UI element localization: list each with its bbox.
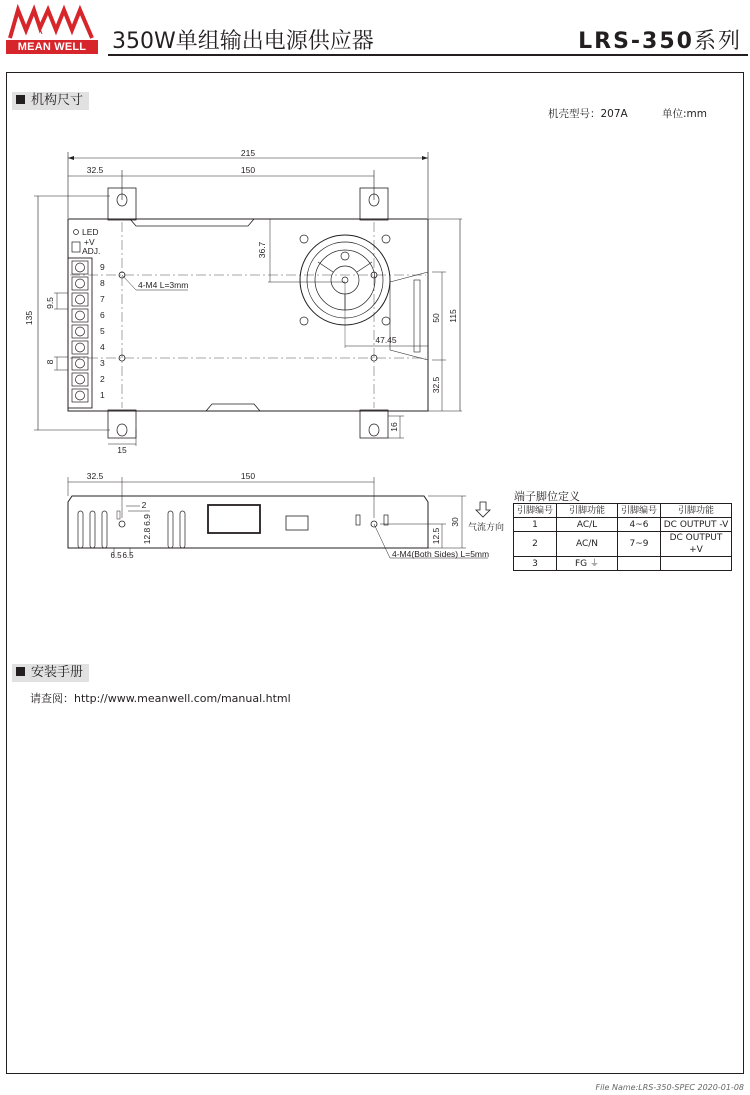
side-dim-2: 2 [141,500,147,510]
table-cell: 4~6 [618,518,661,532]
table-row [514,532,732,557]
terminal-numbers [100,262,105,400]
led-label: LED [82,227,99,237]
dim-terminal-pitch: 9.5 [45,297,55,309]
section-heading-mechanical: 机构尺寸 [12,92,89,110]
table-cell: 2 [514,532,557,557]
table-cell: 1 [514,518,557,532]
table-header: 引脚功能 [557,504,618,518]
airflow-arrow-icon [476,502,490,517]
table-cell: AC/N [557,532,618,557]
dim-fan-offset: 47.45 [375,335,397,345]
table-cell: DC OUTPUT +V [661,532,732,557]
pin-assignment-table [513,503,732,571]
terminal-number: 2 [100,374,105,384]
terminal-number: 8 [100,278,105,288]
header-rule [108,54,748,56]
side-dim-hole-span: 150 [240,471,256,481]
dim-bottom-offset: 32.5 [431,376,441,394]
table-cell [618,557,661,571]
dim-terminal-width: 8 [45,359,55,365]
table-header: 引脚编号 [514,504,557,518]
table-header-row [514,504,732,518]
footer-filename: File Name:LRS-350-SPEC 2020-01-08 [595,1083,744,1092]
unit-label: 单位:mm [662,108,707,120]
install-manual-text[interactable]: 请查阅：http://www.meanwell.com/manual.html [30,692,291,705]
table-cell: 7~9 [618,532,661,557]
dim-foot-height: 16 [389,422,399,432]
table-header: 引脚功能 [661,504,732,518]
side-screw-label: 4-M4(Both Sides) L=5mm [392,549,490,559]
pin-table-title: 端子脚位定义 [514,490,580,503]
table-cell: 3 [514,557,557,571]
dim-fan-width: 50 [431,313,441,323]
top-view-drawing [0,140,750,460]
terminal-number: 7 [100,294,105,304]
section-heading-install: 安装手册 [12,664,89,682]
dim-foot-width: 15 [117,445,127,455]
dim-left-offset: 32.5 [86,165,104,175]
dim-side-height: 135 [24,310,34,326]
terminal-number: 4 [100,342,105,352]
table-cell: AC/L [557,518,618,532]
side-dim-height: 30 [450,517,460,527]
dim-fan-drop: 36.7 [257,241,267,259]
dim-total-width: 215 [240,148,256,158]
side-dim-125: 12.5 [431,527,441,545]
terminal-number: 1 [100,390,105,400]
side-dim-128: 12.8 [142,527,152,545]
terminal-number: 5 [100,326,105,336]
case-label: 机壳型号：207A [548,108,628,120]
terminal-number: 9 [100,262,105,272]
screw-label-top: 4-M4 L=3mm [138,280,189,290]
page-title: 350W单组输出电源供应器 [112,29,374,54]
terminal-block [72,261,88,402]
dim-hole-span: 150 [240,165,256,175]
side-dim-left-offset: 32.5 [86,471,104,481]
table-cell [661,557,732,571]
square-bullet-icon [16,95,25,104]
airflow-label: 气流方向 [468,523,505,533]
side-dim-65b: 6.5 [122,551,134,560]
side-dim-65a: 6.5 [110,551,122,560]
square-bullet-icon [16,667,25,676]
table-cell: FG ⏚ [557,557,618,571]
logo-wordmark: MEAN WELL [6,40,98,54]
table-header: 引脚编号 [618,504,661,518]
table-cell: DC OUTPUT -V [661,518,732,532]
terminal-number: 3 [100,358,105,368]
adj-label: ADJ. [82,246,101,256]
dim-right-height: 115 [448,309,458,323]
side-dim-69: 6.9 [142,514,152,526]
table-row [514,557,732,571]
side-view-drawing [0,468,510,568]
series-name: LRS-350系列 [578,29,742,54]
terminal-number: 6 [100,310,105,320]
vplus-label: +V [84,237,95,247]
table-row [514,518,732,532]
